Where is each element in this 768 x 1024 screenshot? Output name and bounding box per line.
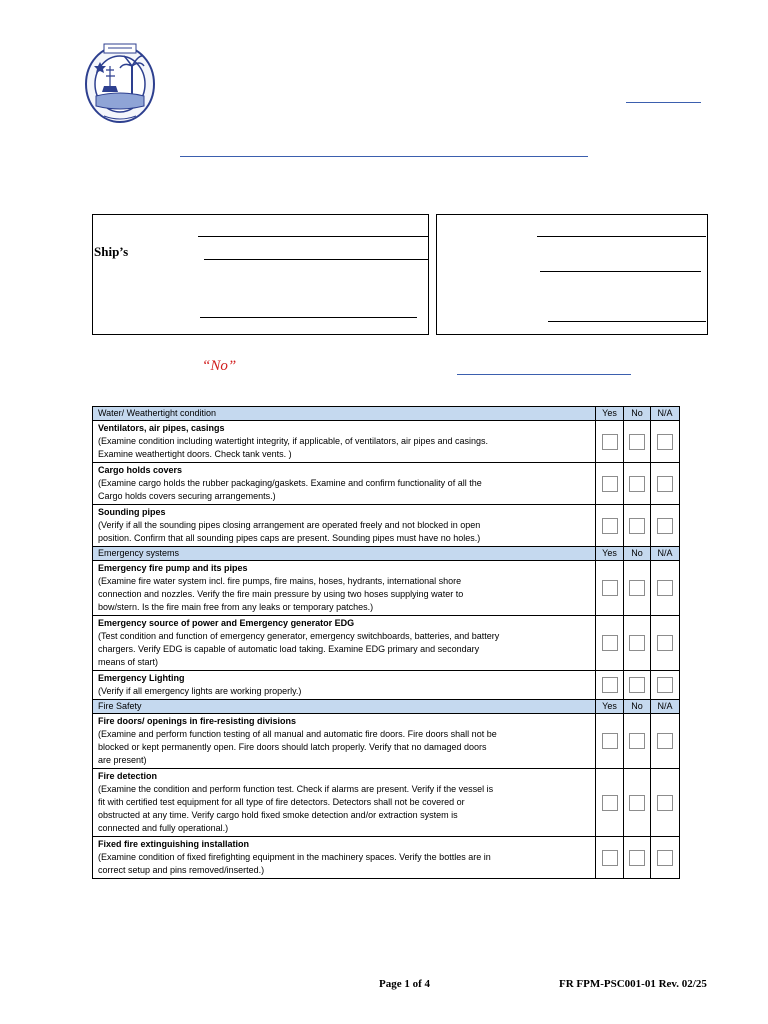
item-description-line: (Examine condition of fixed firefighting equipment in the machinery spaces. Verify the bottles are in	[98, 852, 491, 862]
column-no-header: No	[624, 547, 651, 561]
answer-cell-yes	[596, 769, 624, 837]
ship-field-line-2[interactable]	[204, 259, 428, 260]
item-description-line: (Examine fire water system incl. fire pumps, fire mains, hoses, hydrants, international shore	[98, 576, 462, 586]
checklist-item-text	[93, 421, 596, 463]
checklist-item-text	[93, 671, 596, 700]
header-title-underline	[180, 156, 588, 157]
item-description-line: obstructed at any time. Verify cargo hold fixed smoke detection and/or extraction system is	[98, 810, 458, 820]
answer-cell-yes	[596, 616, 624, 671]
answer-cell-na	[651, 421, 680, 463]
checklist-item-text	[93, 837, 596, 879]
checklist-item-row	[93, 837, 680, 879]
ship-field-line-1[interactable]	[198, 236, 428, 237]
answer-cell-na	[651, 714, 680, 769]
section-title: Water/ Weathertight condition	[93, 407, 596, 421]
item-description-line: (Test condition and function of emergency generator, emergency switchboards, batteries, and battery	[98, 631, 500, 641]
checkbox-yes[interactable]	[602, 434, 618, 450]
checkbox-na[interactable]	[657, 476, 673, 492]
item-title: Sounding pipes	[98, 507, 166, 517]
column-na-header: N/A	[651, 407, 680, 421]
answer-cell-yes	[596, 505, 624, 547]
checklist-item-row	[93, 421, 680, 463]
checkbox-na[interactable]	[657, 733, 673, 749]
checklist-item-text	[93, 714, 596, 769]
ship-field-line-3[interactable]	[200, 317, 417, 318]
liberia-maritime-seal-icon	[82, 40, 158, 124]
checklist-item-text	[93, 616, 596, 671]
checklist-item-row	[93, 561, 680, 616]
checkbox-yes[interactable]	[602, 580, 618, 596]
answer-cell-yes	[596, 561, 624, 616]
checklist-item-row	[93, 769, 680, 837]
inspection-details-box	[436, 214, 708, 335]
checkbox-yes[interactable]	[602, 476, 618, 492]
column-na-header: N/A	[651, 700, 680, 714]
item-description-line: blocked or kept permanently open. Fire doors should latch properly. Verify that no damaged doors	[98, 742, 487, 752]
item-title: Fire detection	[98, 771, 158, 781]
item-description-line: fit with certified test equipment for all type of fire detectors. Detectors shall not be covered or	[98, 797, 465, 807]
checkbox-yes[interactable]	[602, 635, 618, 651]
section-header-row	[93, 547, 680, 561]
answer-cell-yes	[596, 714, 624, 769]
answer-cell-yes	[596, 463, 624, 505]
item-description-line: (Examine the condition and perform function test. Check if alarms are present. Verify if the vessel is	[98, 784, 494, 794]
checklist-item-text	[93, 561, 596, 616]
checkbox-na[interactable]	[657, 795, 673, 811]
column-na-header: N/A	[651, 547, 680, 561]
note-link-underline[interactable]	[457, 374, 631, 375]
header-right-underline	[626, 102, 701, 103]
column-yes-header: Yes	[596, 700, 624, 714]
checklist-item-text	[93, 505, 596, 547]
item-description-line: Cargo holds covers securing arrangements.)	[98, 491, 276, 501]
item-description-line: (Examine condition including watertight integrity, if applicable, of ventilators, air pipes and casings.	[98, 436, 489, 446]
checkbox-na[interactable]	[657, 635, 673, 651]
checkbox-no[interactable]	[629, 580, 645, 596]
answer-cell-na	[651, 671, 680, 700]
checkbox-na[interactable]	[657, 580, 673, 596]
form-revision: FR FPM-PSC001-01 Rev. 02/25	[559, 978, 707, 990]
page-number: Page 1 of 4	[379, 978, 431, 990]
answer-cell-no	[624, 421, 651, 463]
answer-cell-no	[624, 837, 651, 879]
checkbox-yes[interactable]	[602, 518, 618, 534]
item-title: Fixed fire extinguishing installation	[98, 839, 250, 849]
section-title: Emergency systems	[93, 547, 596, 561]
checkbox-na[interactable]	[657, 434, 673, 450]
answer-cell-yes	[596, 421, 624, 463]
checkbox-no[interactable]	[629, 434, 645, 450]
answer-cell-na	[651, 837, 680, 879]
checklist-item-row	[93, 616, 680, 671]
answer-cell-no	[624, 561, 651, 616]
item-title: Emergency fire pump and its pipes	[98, 563, 248, 573]
checkbox-no[interactable]	[629, 476, 645, 492]
item-description-line: connection and nozzles. Verify the fire main pressure by using two hoses supplying water to	[98, 589, 464, 599]
item-description-line: (Verify if all emergency lights are working properly.)	[98, 686, 302, 696]
item-description-line: means of start)	[98, 657, 159, 667]
checkbox-no[interactable]	[629, 518, 645, 534]
checkbox-na[interactable]	[657, 850, 673, 866]
column-yes-header: Yes	[596, 407, 624, 421]
answer-cell-no	[624, 616, 651, 671]
column-no-header: No	[624, 407, 651, 421]
item-title: Emergency source of power and Emergency generator EDG	[98, 618, 355, 628]
item-title: Ventilators, air pipes, casings	[98, 423, 225, 433]
checkbox-no[interactable]	[629, 635, 645, 651]
checkbox-na[interactable]	[657, 677, 673, 693]
checkbox-no[interactable]	[629, 733, 645, 749]
checkbox-yes[interactable]	[602, 677, 618, 693]
checkbox-yes[interactable]	[602, 795, 618, 811]
inspection-field-line-1[interactable]	[537, 236, 706, 237]
column-no-header: No	[624, 700, 651, 714]
item-description-line: chargers. Verify EDG is capable of automatic load taking. Examine EDG primary and secondary	[98, 644, 480, 654]
section-header-row	[93, 700, 680, 714]
item-title: Emergency Lighting	[98, 673, 185, 683]
answer-cell-na	[651, 561, 680, 616]
inspection-field-line-2[interactable]	[540, 271, 701, 272]
answer-cell-na	[651, 769, 680, 837]
checklist-item-row	[93, 714, 680, 769]
answer-cell-no	[624, 505, 651, 547]
checklist-item-text	[93, 769, 596, 837]
item-description-line: bow/stern. Is the fire main free from any leaks or temporary patches.)	[98, 602, 374, 612]
item-description-line: are present)	[98, 755, 147, 765]
checklist-item-row	[93, 463, 680, 505]
ship-label: Ship’s	[94, 244, 129, 259]
answer-cell-na	[651, 616, 680, 671]
section-title: Fire Safety	[93, 700, 596, 714]
answer-cell-na	[651, 505, 680, 547]
checkbox-no[interactable]	[629, 795, 645, 811]
checkbox-yes[interactable]	[602, 733, 618, 749]
answer-cell-no	[624, 769, 651, 837]
checkbox-no[interactable]	[629, 677, 645, 693]
checkbox-yes[interactable]	[602, 850, 618, 866]
item-description-line: Examine weathertight doors. Check tank vents. )	[98, 449, 292, 459]
section-header-row	[93, 407, 680, 421]
inspection-field-line-3[interactable]	[548, 321, 706, 322]
answer-cell-no	[624, 671, 651, 700]
item-description-line: position. Confirm that all sounding pipes caps are present. Sounding pipes must have no holes.)	[98, 533, 481, 543]
checkbox-no[interactable]	[629, 850, 645, 866]
item-description-line: (Verify if all the sounding pipes closing arrangement are operated freely and not blocked in open	[98, 520, 481, 530]
answer-cell-yes	[596, 837, 624, 879]
inspection-checklist-table	[92, 406, 680, 879]
no-answer-note: “No”	[202, 358, 237, 374]
item-description-line: connected and fully operational.)	[98, 823, 229, 833]
checklist-item-row	[93, 505, 680, 547]
answer-cell-no	[624, 714, 651, 769]
checklist-item-row	[93, 671, 680, 700]
item-description-line: (Examine and perform function testing of all manual and automatic fire doors. Fire doors shall not be	[98, 729, 497, 739]
item-description-line: correct setup and pins removed/inserted.)	[98, 865, 265, 875]
item-description-line: (Examine cargo holds the rubber packaging/gaskets. Examine and confirm functionality of all the	[98, 478, 482, 488]
checkbox-na[interactable]	[657, 518, 673, 534]
column-yes-header: Yes	[596, 547, 624, 561]
checklist-item-text	[93, 463, 596, 505]
answer-cell-no	[624, 463, 651, 505]
item-title: Cargo holds covers	[98, 465, 183, 475]
answer-cell-yes	[596, 671, 624, 700]
item-title: Fire doors/ openings in fire-resisting divisions	[98, 716, 297, 726]
answer-cell-na	[651, 463, 680, 505]
